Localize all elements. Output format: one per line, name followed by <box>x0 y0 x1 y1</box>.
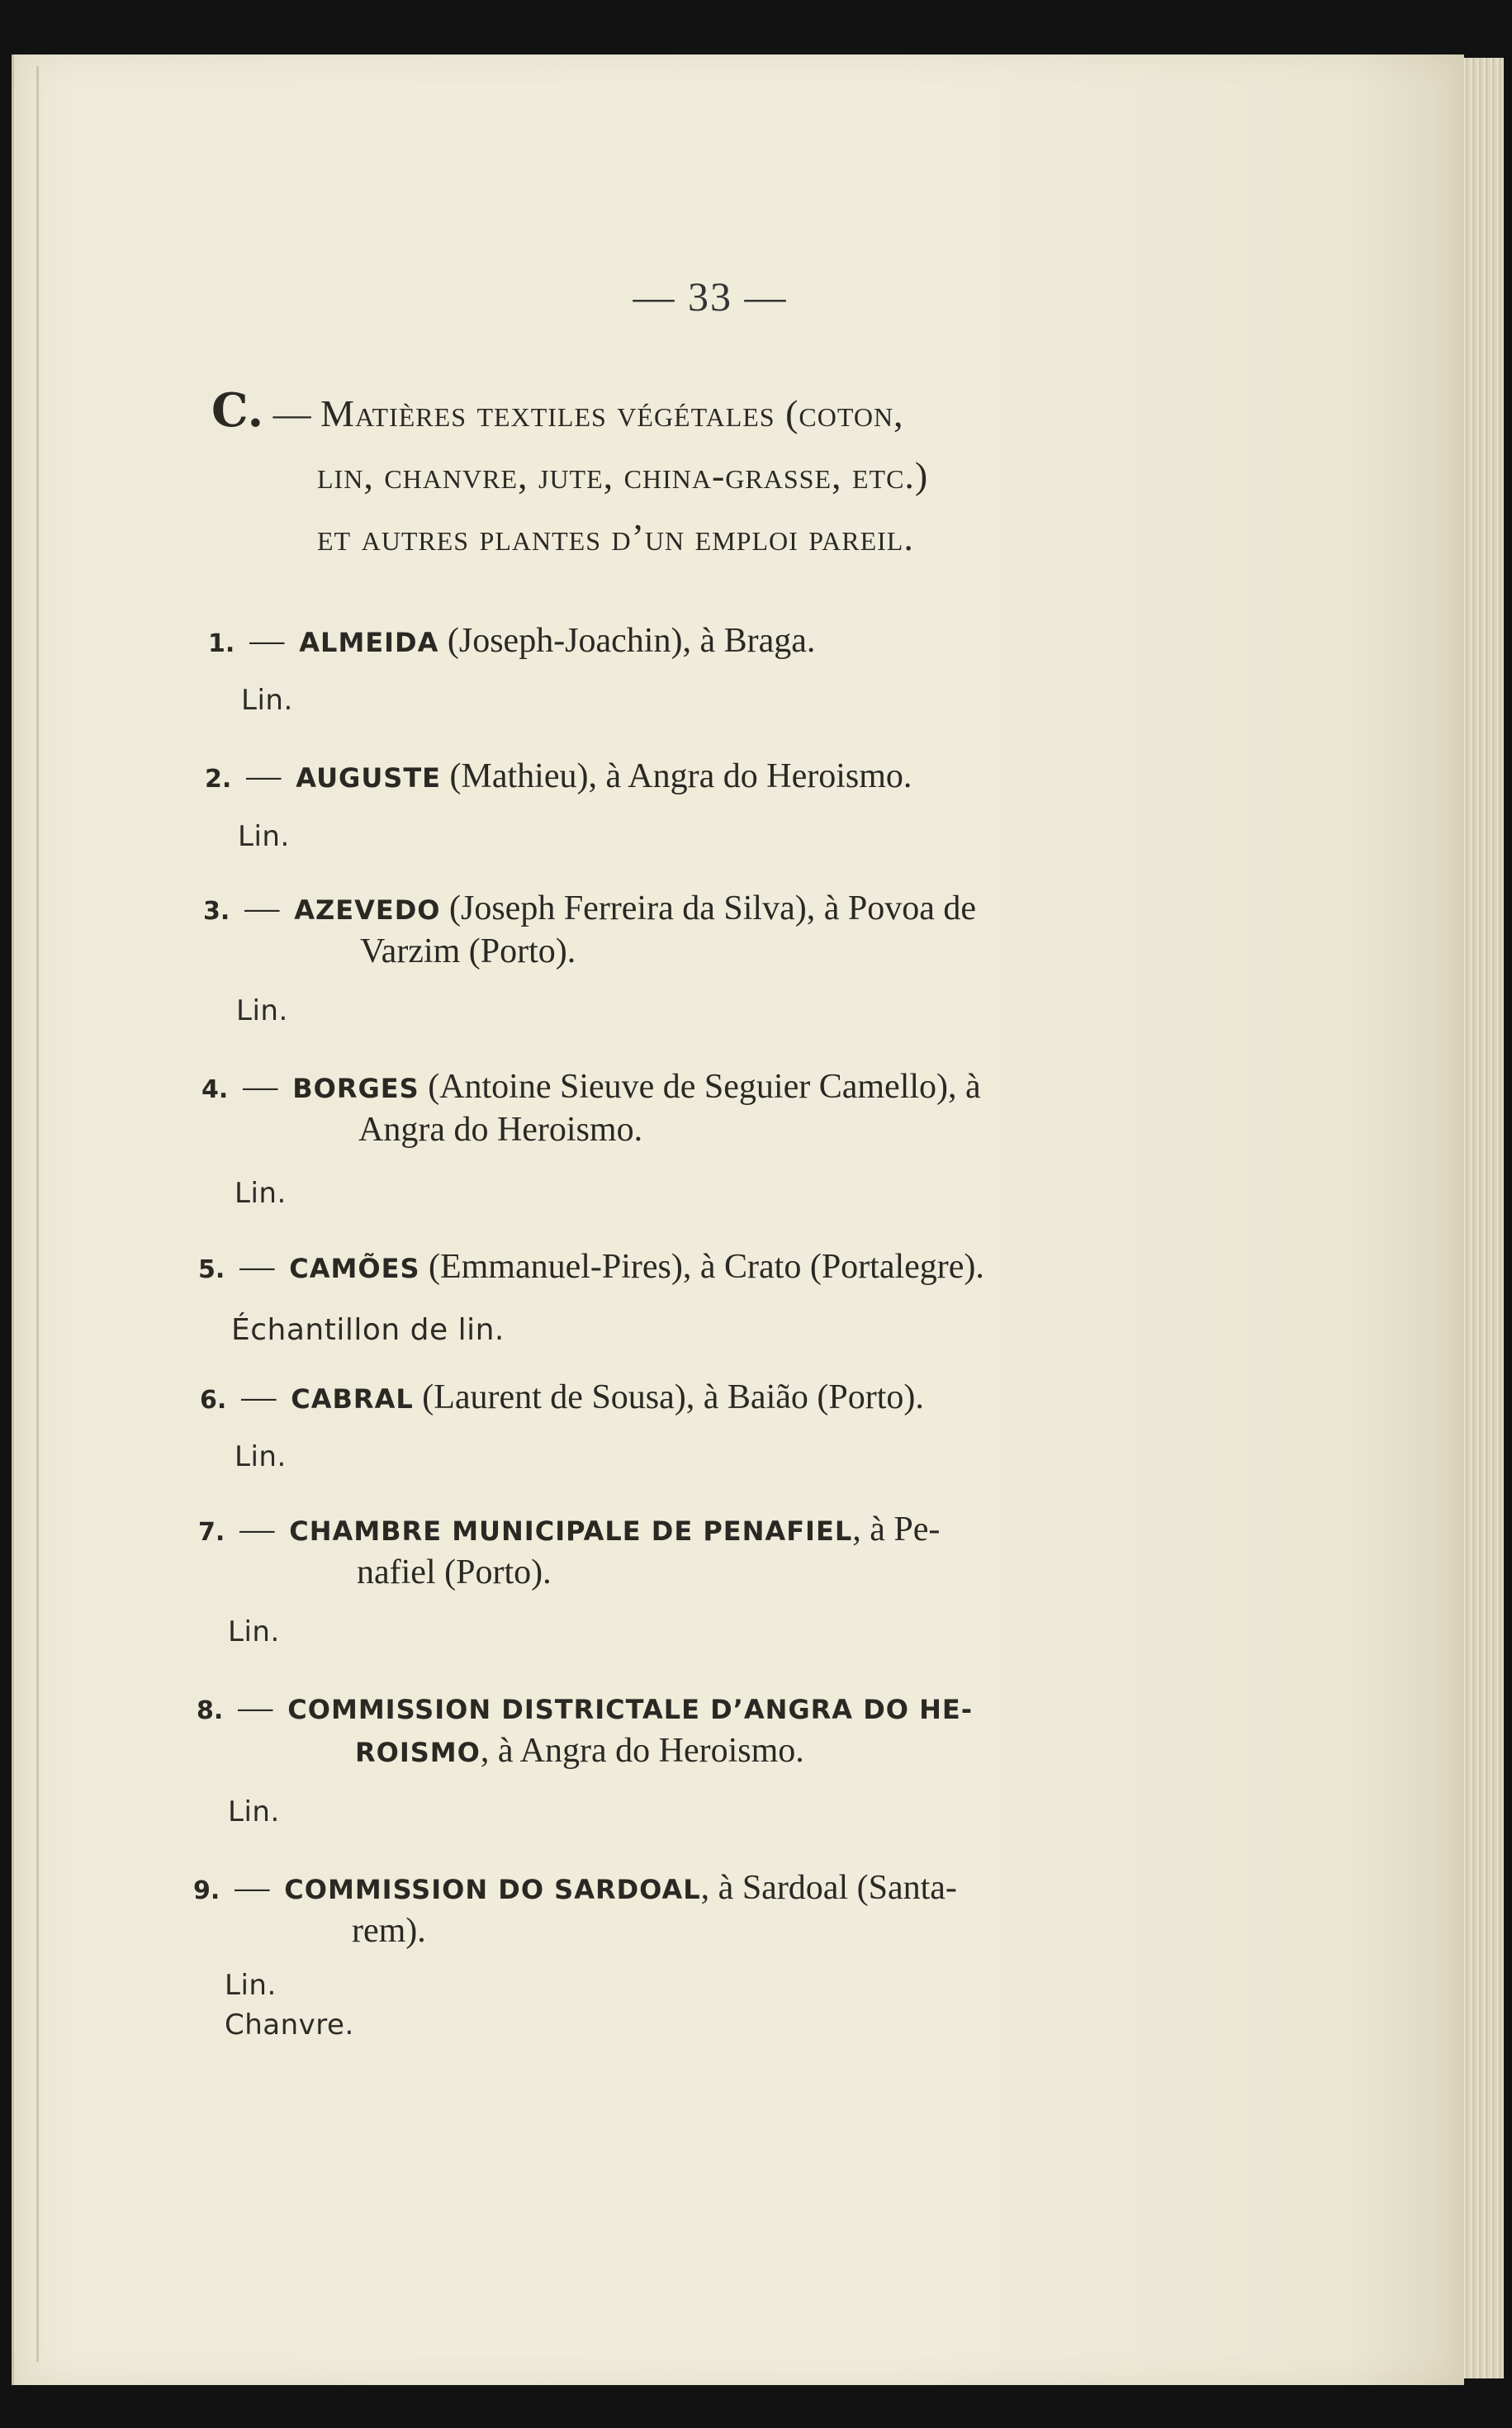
entry-number: 5. <box>198 1255 225 1284</box>
entry-name: BORGES <box>292 1073 419 1104</box>
entry-dash: — <box>244 889 280 927</box>
page-edges <box>1462 58 1504 2378</box>
entry-1-item-1: Lin. <box>241 684 293 717</box>
entry-7-item-1: Lin. <box>228 1615 280 1648</box>
entry-2-item-1: Lin. <box>238 820 290 853</box>
entry-name: COMMISSION DO SARDOAL <box>284 1874 701 1905</box>
heading-text-1: Matières textiles végétales (coton, <box>320 392 904 434</box>
entry-number: 7. <box>198 1518 225 1547</box>
section-heading <box>211 380 1227 568</box>
entry-5-line <box>198 1247 984 1287</box>
section-letter: C. <box>211 383 264 438</box>
entry-details-continuation: , à Angra do Heroismo. <box>480 1732 804 1770</box>
entry-4-item-1: Lin. <box>235 1177 287 1210</box>
entry-7-line <box>198 1510 940 1549</box>
entry-8-item-1: Lin. <box>228 1795 280 1828</box>
heading-dash: — <box>273 392 311 434</box>
entry-name: AZEVEDO <box>294 894 441 926</box>
page-number: — 33 — <box>633 273 788 320</box>
entry-details: (Emmanuel-Pires), à Crato (Portalegre). <box>419 1248 984 1286</box>
binding-line <box>36 66 39 2362</box>
entry-dash: — <box>243 1068 278 1106</box>
entry-6-line <box>200 1378 924 1417</box>
entry-details: (Laurent de Sousa), à Baião (Porto). <box>413 1378 924 1416</box>
entry-number: 4. <box>201 1075 229 1104</box>
entry-name: CHAMBRE MUNICIPALE DE PENAFIEL <box>289 1515 853 1547</box>
entry-number: 9. <box>193 1876 220 1905</box>
entry-9-line <box>193 1868 957 1908</box>
entry-name: AUGUSTE <box>296 762 442 794</box>
entry-number: 8. <box>197 1696 224 1725</box>
entry-name: ALMEIDA <box>299 627 439 658</box>
entry-dash: — <box>238 1689 273 1727</box>
entry-6-item-1: Lin. <box>235 1440 287 1473</box>
entry-8-continuation <box>355 1731 804 1771</box>
entry-name: CABRAL <box>291 1383 414 1415</box>
entry-details: (Antoine Sieuve de Seguier Camello), à <box>419 1068 981 1106</box>
entry-details: (Joseph Ferreira da Silva), à Povoa de <box>440 889 976 927</box>
entry-8-line <box>197 1688 973 1728</box>
entry-9-continuation: rem). <box>352 1912 426 1950</box>
entry-dash: — <box>246 757 282 795</box>
entry-number: 1. <box>208 629 235 658</box>
entry-details: (Joseph-Joachin), à Braga. <box>438 622 816 660</box>
entry-4-line <box>201 1067 981 1107</box>
entry-details: (Mathieu), à Angra do Heroismo. <box>441 757 912 795</box>
entry-name: CAMÕES <box>289 1253 420 1284</box>
entry-3-line <box>203 889 976 928</box>
entry-dash: — <box>235 1869 270 1907</box>
entry-number: 6. <box>200 1386 227 1415</box>
entry-dash: — <box>241 1378 277 1416</box>
entry-details: , à Pe- <box>852 1510 941 1548</box>
heading-line-2: lin, chanvre, jute, china-grasse, etc.) <box>317 454 929 496</box>
entry-1-line <box>208 621 815 661</box>
entry-3-continuation: Varzim (Porto). <box>360 932 576 970</box>
entry-2-line <box>205 756 912 796</box>
entry-4-continuation: Angra do Heroismo. <box>358 1111 643 1149</box>
heading-line-1 <box>211 380 1227 444</box>
entry-5-item-1: Échantillon de lin. <box>231 1313 505 1347</box>
entry-name: COMMISSION DISTRICTALE D’ANGRA DO HE- <box>287 1694 974 1725</box>
entry-3-item-1: Lin. <box>236 994 288 1027</box>
entry-details: , à Sardoal (Santa- <box>700 1869 957 1907</box>
entry-9-item-2: Chanvre. <box>225 2008 354 2042</box>
entry-name-continuation: ROISMO <box>355 1737 481 1768</box>
entry-9-item-1: Lin. <box>225 1969 277 2002</box>
heading-line-3: et autres plantes d’un emploi pareil. <box>317 516 914 558</box>
entry-dash: — <box>239 1510 275 1548</box>
entry-7-continuation: nafiel (Porto). <box>357 1553 552 1591</box>
entry-dash: — <box>249 622 285 660</box>
entry-dash: — <box>239 1248 275 1286</box>
entry-number: 3. <box>203 897 230 926</box>
entry-number: 2. <box>205 765 232 794</box>
